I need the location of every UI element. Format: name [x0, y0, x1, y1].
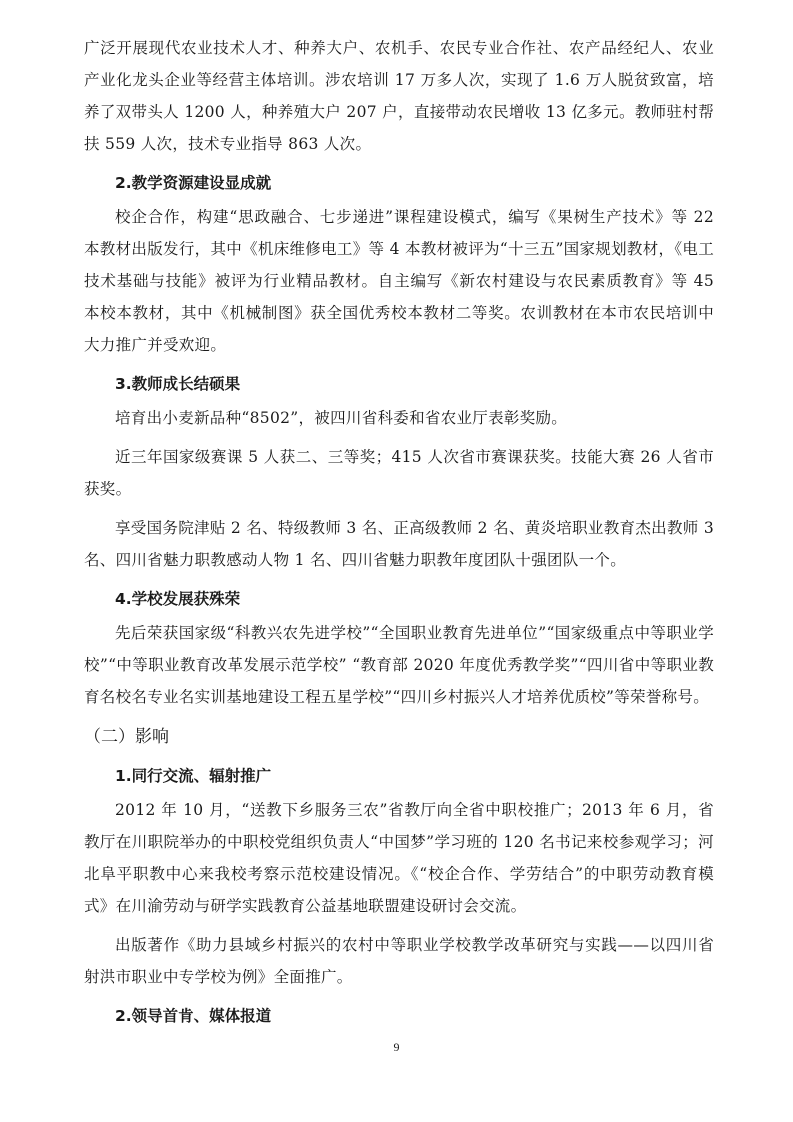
heading-peer-exchange: 1.同行交流、辐射推广: [115, 767, 272, 785]
paragraph-publication: 出版著作《助力县域乡村振兴的农村中等职业学校教学改革研究与实践——以四川省射洪市职业中专学校为例》全面推广。: [84, 936, 714, 986]
page-number: 9: [393, 1040, 400, 1054]
heading-teacher-growth: 3.教师成长结硕果: [115, 375, 241, 393]
paragraph-textbooks: 校企合作，构建“思政融合、七步递进”课程建设模式，编写《果树生产技术》等 22 本教材出版发行，其中《机床维修电工》等 4 本教材被评为“十三五”国家规划教材，《电工技术基础与技能》被评为行业精品教材。自主编写《新农村建设与农民素质教育》等 45 本校本教材，其中《机械制图》获全国优秀校本教材二等奖。农训教材在本市农民培训中大力推广并受欢迎。: [84, 208, 714, 354]
paragraph-exchange-events: 2012 年 10 月，“送教下乡服务三农”省教厅向全省中职校推广；2013 年 6 月，省教厅在川职院举办的中职校党组织负责人“中国梦”学习班的 120 名书记来校参观学习；河北阜平职教中心来我校考察示范校建设情况。《“校企合作、学劳结合”的中职劳动教育模式》在川渝劳动与研学实践教育公益基地联盟建设研讨会交流。: [84, 801, 714, 915]
section-heading-influence: （二）影响: [84, 727, 169, 747]
heading-school-honors: 4.学校发展获殊荣: [115, 590, 241, 608]
paragraph-honors-list: 先后荣获国家级“科教兴农先进学校”“全国职业教育先进单位”“国家级重点中等职业学校”“中等职业教育改革发展示范学校” “教育部 2020 年度优秀教学奖”“四川省中等职业教育名校名专业名实训基地建设工程五星学校”“四川乡村振兴人才培养优质校”等荣誉称号。: [84, 624, 714, 706]
heading-media-coverage: 2.领导首肯、媒体报道: [115, 1007, 272, 1025]
paragraph-honored-teachers: 享受国务院津贴 2 名、特级教师 3 名、正高级教师 2 名、黄炎培职业教育杰出教师 3 名、四川省魅力职教感动人物 1 名、四川省魅力职教年度团队十强团队一个。: [84, 519, 714, 569]
page-body: [84, 32, 714, 1034]
paragraph-competitions: 近三年国家级赛课 5 人获二、三等奖；415 人次省市赛课获奖。技能大赛 26 人省市获奖。: [84, 448, 714, 498]
paragraph-wheat-variety: 培育出小麦新品种“8502”，被四川省科委和省农业厅表彰奖励。: [115, 409, 568, 427]
paragraph-training: 广泛开展现代农业技术人才、种养大户、农机手、农民专业合作社、农产品经纪人、农业产业化龙头企业等经营主体培训。涉农培训 17 万多人次，实现了 1.6 万人脱贫致富，培养了双带头人 1200 人，种养殖大户 207 户，直接带动农民增收 13 亿多元。教师驻村帮扶 559 人次，技术专业指导 863 人次。: [84, 39, 714, 153]
heading-teaching-resources: 2.教学资源建设显成就: [115, 174, 272, 192]
